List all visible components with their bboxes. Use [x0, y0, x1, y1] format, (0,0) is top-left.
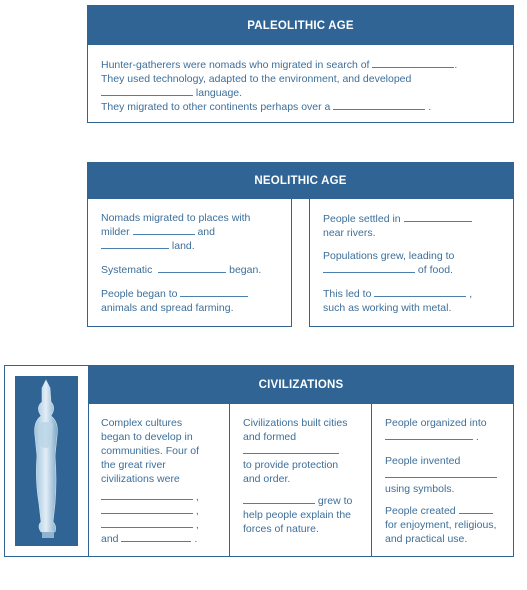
text: forces of nature. — [243, 523, 319, 535]
paleolithic-box — [87, 5, 514, 123]
neolithic-left-box — [87, 199, 292, 327]
neolithic-right-box — [309, 199, 514, 327]
text: . — [194, 533, 198, 545]
blank-agriculture[interactable] — [158, 263, 226, 273]
civilizations-col-1 — [101, 416, 226, 546]
neolithic-left-a1: Nomads migrated to places with — [101, 212, 251, 224]
blank-language[interactable] — [101, 86, 193, 96]
paleolithic-line-3: language. — [195, 87, 243, 99]
blank-food[interactable] — [372, 58, 454, 68]
text: and — [197, 226, 215, 238]
text: , — [469, 288, 473, 300]
text: , — [195, 519, 199, 531]
text: such as working with metal. — [323, 302, 452, 314]
blank-specialization[interactable] — [374, 287, 466, 297]
civilizations-box — [4, 365, 514, 557]
blank-social-classes[interactable] — [385, 430, 473, 440]
text: land. — [171, 240, 195, 252]
blank-civ-3[interactable] — [101, 518, 193, 528]
text: near rivers. — [323, 227, 376, 239]
paleolithic-line-2: They used technology, adapted to the environment, and developed — [101, 73, 412, 85]
text: Complex cultures — [101, 417, 183, 429]
text: help people explain the — [243, 509, 352, 521]
blank-art[interactable] — [459, 504, 493, 514]
statue-image — [15, 376, 78, 546]
neolithic-title: NEOLITHIC AGE — [87, 162, 514, 199]
period: . — [454, 59, 458, 71]
text: and practical use. — [385, 533, 468, 545]
paleolithic-title: PALEOLITHIC AGE — [88, 6, 513, 45]
statue-figurine-icon — [15, 376, 78, 546]
blank-domesticate[interactable] — [180, 287, 248, 297]
blank-civ-4[interactable] — [121, 532, 191, 542]
text: Civilizations built cities — [243, 417, 348, 429]
text: and order. — [243, 473, 291, 485]
neolithic-left-text — [101, 211, 286, 315]
text: People settled in — [323, 213, 401, 225]
text: People began to — [101, 288, 178, 300]
text: using symbols. — [385, 483, 455, 495]
neolithic-right-text — [323, 212, 511, 315]
text: , — [195, 505, 199, 517]
text: began to develop in — [101, 431, 193, 443]
civilizations-col-3 — [385, 416, 511, 546]
civilizations-title: CIVILIZATIONS — [88, 366, 514, 404]
paleolithic-body — [101, 58, 506, 114]
text: and — [101, 533, 119, 545]
text: People invented — [385, 455, 461, 467]
text: animals and spread farming. — [101, 302, 234, 314]
text: to provide protection — [243, 459, 339, 471]
blank-surplus[interactable] — [323, 263, 415, 273]
blank-religions[interactable] — [243, 494, 315, 504]
text: milder — [101, 226, 130, 238]
text: People created — [385, 505, 456, 517]
blank-fertile[interactable] — [101, 239, 169, 249]
blank-climate[interactable] — [133, 225, 195, 235]
text: People organized into — [385, 417, 487, 429]
paleolithic-line-1: Hunter-gatherers were nomads who migrated in search of — [101, 59, 370, 71]
blank-governments[interactable] — [243, 444, 339, 454]
text: communities. Four of — [101, 445, 200, 457]
divider — [229, 404, 230, 556]
divider — [371, 404, 372, 556]
text: for enjoyment, religious, — [385, 519, 497, 531]
civilizations-col-2 — [243, 416, 368, 536]
text: Populations grew, leading to — [323, 250, 455, 262]
period: . — [428, 101, 432, 113]
text: This led to — [323, 288, 372, 300]
text: and formed — [243, 431, 297, 443]
text: began. — [229, 264, 262, 276]
blank-civ-2[interactable] — [101, 504, 193, 514]
text: , — [195, 491, 199, 503]
text: . — [475, 431, 479, 443]
blank-writing[interactable] — [385, 468, 497, 478]
text: of food. — [417, 264, 453, 276]
text: grew to — [317, 495, 353, 507]
blank-villages[interactable] — [404, 212, 472, 222]
paleolithic-line-4: They migrated to other continents perhaps over a — [101, 101, 331, 113]
divider — [88, 404, 89, 556]
blank-land-bridge[interactable] — [333, 100, 425, 110]
text: the great river — [101, 459, 166, 471]
blank-civ-1[interactable] — [101, 490, 193, 500]
text: civilizations were — [101, 473, 180, 485]
text: Systematic — [101, 264, 153, 276]
